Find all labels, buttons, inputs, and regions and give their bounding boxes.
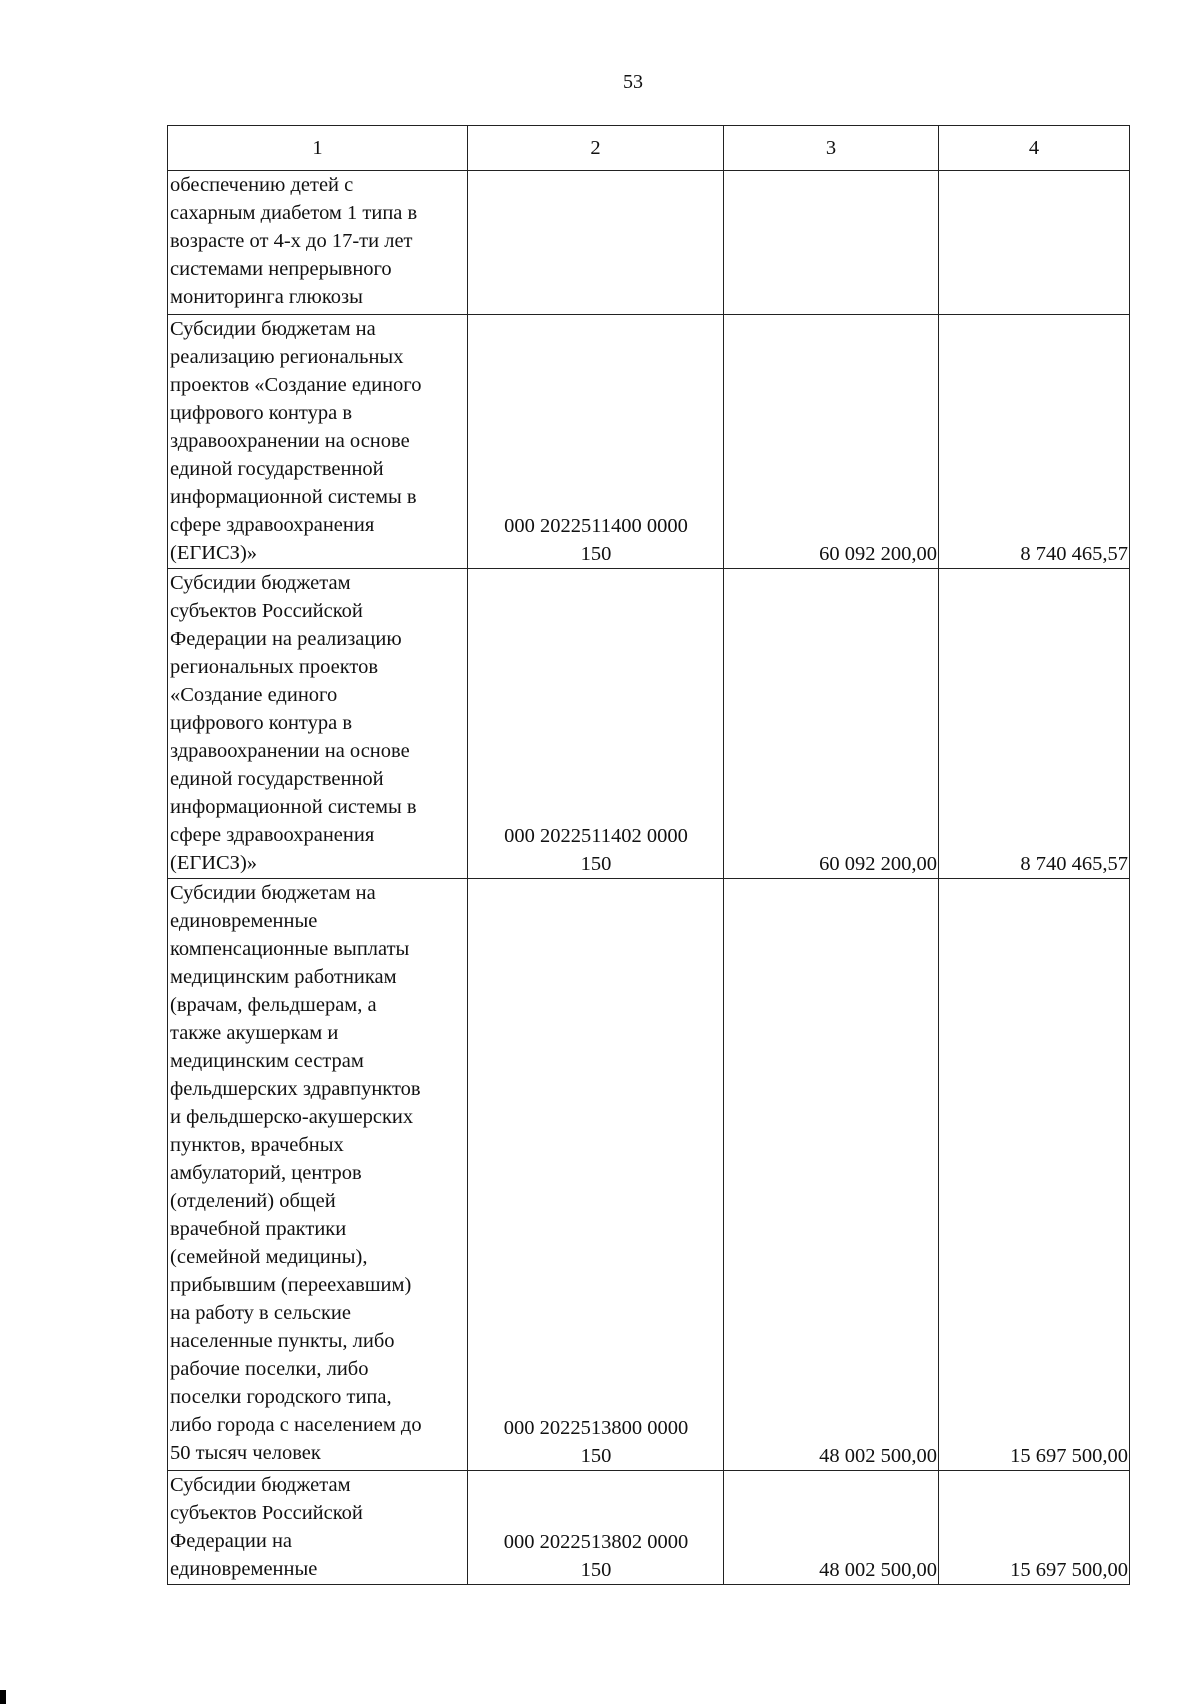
budget-table: [167, 125, 1130, 1585]
code-cell: 000 2022511400 0000 150: [468, 315, 724, 569]
amount-cell-col4: [939, 171, 1130, 315]
amount-cell-col3: 48 002 500,00: [724, 1471, 939, 1585]
amount-cell-col3: 48 002 500,00: [724, 879, 939, 1471]
header-cell-4: 4: [939, 126, 1130, 171]
amount-cell-col3: 60 092 200,00: [724, 569, 939, 879]
table-row: [168, 569, 1130, 879]
amount-cell-col4: 8 740 465,57: [939, 315, 1130, 569]
code-cell: [468, 171, 724, 315]
amount-cell-col3: 60 092 200,00: [724, 315, 939, 569]
scan-mark: [0, 1690, 6, 1704]
header-cell-1: 1: [168, 126, 468, 171]
table-row: [168, 879, 1130, 1471]
amount-cell-col4: 15 697 500,00: [939, 1471, 1130, 1585]
header-cell-3: 3: [724, 126, 939, 171]
table-row: [168, 315, 1130, 569]
table-row: [168, 171, 1130, 315]
amount-cell-col4: 8 740 465,57: [939, 569, 1130, 879]
description-cell: Субсидии бюджетам субъектов Российской Федерации на реализацию региональных проектов «Создание единого цифрового контура в здравоохранении на основе единой государственной информационной системы в сфере здравоохранения (ЕГИСЗ)»: [168, 569, 468, 879]
page-number: 53: [623, 71, 643, 93]
table-row: [168, 1471, 1130, 1585]
amount-cell-col4: 15 697 500,00: [939, 879, 1130, 1471]
description-cell: Субсидии бюджетам на реализацию региональных проектов «Создание единого цифрового контура в здравоохранении на основе единой государственной информационной системы в сфере здравоохранения (ЕГИСЗ)»: [168, 315, 468, 569]
code-cell: 000 2022513802 0000 150: [468, 1471, 724, 1585]
description-cell: Субсидии бюджетам субъектов Российской Федерации на единовременные: [168, 1471, 468, 1585]
description-cell: обеспечению детей с сахарным диабетом 1 типа в возрасте от 4-х до 17-ти лет системами непрерывного мониторинга глюкозы: [168, 171, 468, 315]
description-cell: Субсидии бюджетам на единовременные компенсационные выплаты медицинским работникам (врачам, фельдшерам, а также акушеркам и медицинским сестрам фельдшерских здравпунктов и фельдшерско-акушерских пунктов, врачебных амбулаторий, центров (отделений) общей врачебной практики (семейной медицины), прибывшим (переехавшим) на работу в сельские населенные пункты, либо рабочие поселки, либо поселки городского типа, либо города с населением до 50 тысяч человек: [168, 879, 468, 1471]
amount-cell-col3: [724, 171, 939, 315]
header-cell-2: 2: [468, 126, 724, 171]
code-cell: 000 2022513800 0000 150: [468, 879, 724, 1471]
table-header-row: [168, 126, 1130, 171]
code-cell: 000 2022511402 0000 150: [468, 569, 724, 879]
